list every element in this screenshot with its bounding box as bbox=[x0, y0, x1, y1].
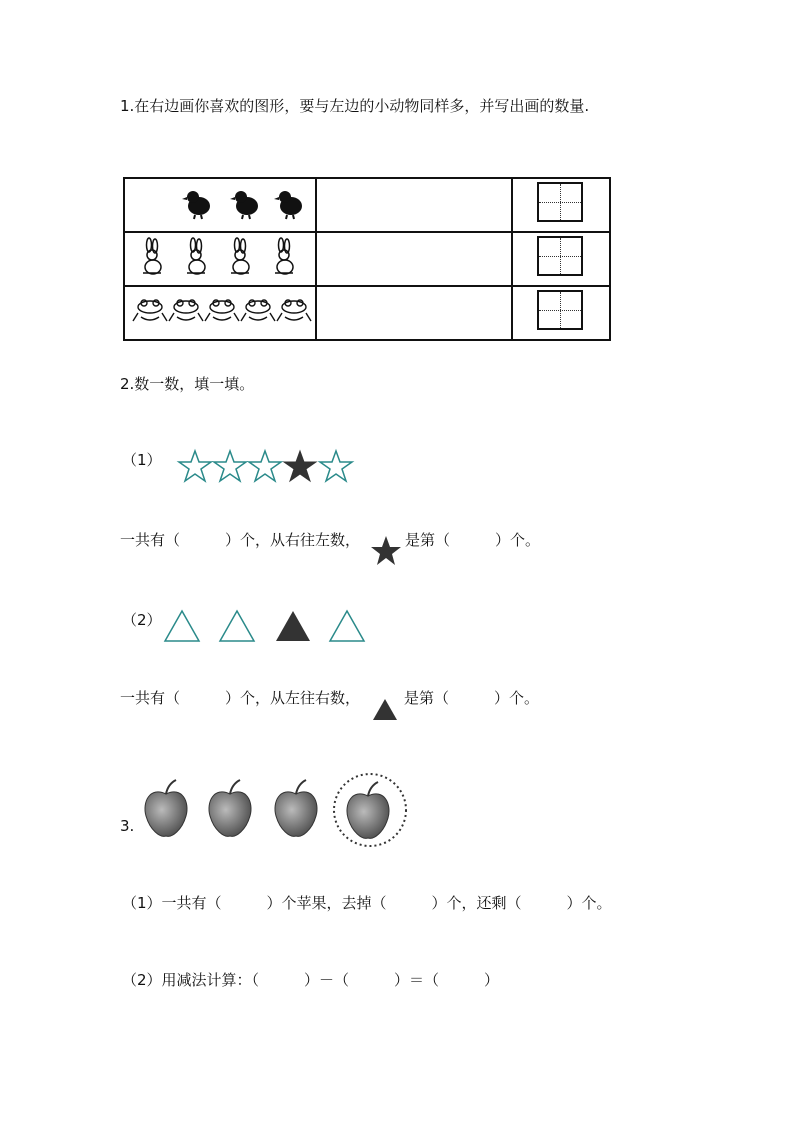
drawing-area[interactable] bbox=[316, 286, 511, 340]
rabbit-icon bbox=[275, 238, 293, 274]
star-row bbox=[176, 448, 358, 484]
q3-line2: （2）用减法计算：（ ）－（ ）＝（ ） bbox=[122, 971, 500, 989]
answer-grid-cell bbox=[512, 232, 610, 286]
q2-part2-sentence-b: 是第（ ）个。 bbox=[404, 689, 540, 707]
frog-icon bbox=[241, 300, 275, 321]
drawing-area[interactable] bbox=[316, 178, 511, 232]
frog-icon bbox=[133, 300, 167, 321]
star-outline-icon bbox=[179, 451, 211, 481]
apple-row bbox=[138, 772, 412, 852]
animals-cell-chicks bbox=[124, 178, 316, 232]
triangle-filled-icon bbox=[372, 698, 398, 722]
q1-table bbox=[123, 177, 611, 341]
table-row bbox=[124, 286, 610, 340]
frog-icon bbox=[277, 300, 311, 321]
answer-grid[interactable] bbox=[537, 290, 583, 330]
q2-prompt: 2.数一数，填一填。 bbox=[120, 375, 255, 393]
star-outline-icon bbox=[249, 451, 281, 481]
drawing-area[interactable] bbox=[316, 232, 511, 286]
star-filled-icon bbox=[284, 451, 316, 481]
apple-icon bbox=[209, 780, 251, 836]
rabbit-icons bbox=[125, 233, 315, 281]
chick-icon bbox=[230, 191, 258, 219]
q2-part2-sentence-a: 一共有（ ）个，从左往右数， bbox=[120, 689, 361, 707]
chick-icon bbox=[182, 191, 210, 219]
q2-part1-label: （1） bbox=[122, 451, 162, 469]
table-row bbox=[124, 232, 610, 286]
q2-part2-label: （2） bbox=[122, 611, 162, 629]
frog-icon bbox=[205, 300, 239, 321]
triangle-outline-icon bbox=[165, 611, 199, 641]
rabbit-icon bbox=[231, 238, 249, 274]
rabbit-icon bbox=[143, 238, 161, 274]
triangle-row bbox=[162, 608, 372, 644]
frog-icons bbox=[125, 287, 315, 335]
answer-grid-cell bbox=[512, 178, 610, 232]
frog-icon bbox=[169, 300, 203, 321]
answer-grid[interactable] bbox=[537, 236, 583, 276]
table-row bbox=[124, 178, 610, 232]
q2-part1-sentence-a: 一共有（ ）个，从右往左数， bbox=[120, 531, 361, 549]
answer-grid[interactable] bbox=[537, 182, 583, 222]
triangle-filled-icon bbox=[276, 611, 310, 641]
star-filled-icon bbox=[370, 535, 402, 567]
star-outline-icon bbox=[214, 451, 246, 481]
apple-icon bbox=[145, 780, 187, 836]
q3-number: 3. bbox=[120, 817, 135, 835]
q3-line1: （1）一共有（ ）个苹果，去掉（ ）个，还剩（ ）个。 bbox=[122, 894, 612, 912]
triangle-outline-icon bbox=[330, 611, 364, 641]
apple-icon bbox=[347, 782, 389, 838]
chick-icon bbox=[274, 191, 302, 219]
apple-icon bbox=[275, 780, 317, 836]
rabbit-icon bbox=[187, 238, 205, 274]
animals-cell-rabbits bbox=[124, 232, 316, 286]
star-outline-icon bbox=[320, 451, 352, 481]
q1-prompt: 1.在右边画你喜欢的图形，要与左边的小动物同样多，并写出画的数量. bbox=[120, 97, 590, 115]
chick-icons bbox=[125, 179, 315, 227]
q2-part1-sentence-b: 是第（ ）个。 bbox=[405, 531, 541, 549]
animals-cell-frogs bbox=[124, 286, 316, 340]
triangle-outline-icon bbox=[220, 611, 254, 641]
answer-grid-cell bbox=[512, 286, 610, 340]
